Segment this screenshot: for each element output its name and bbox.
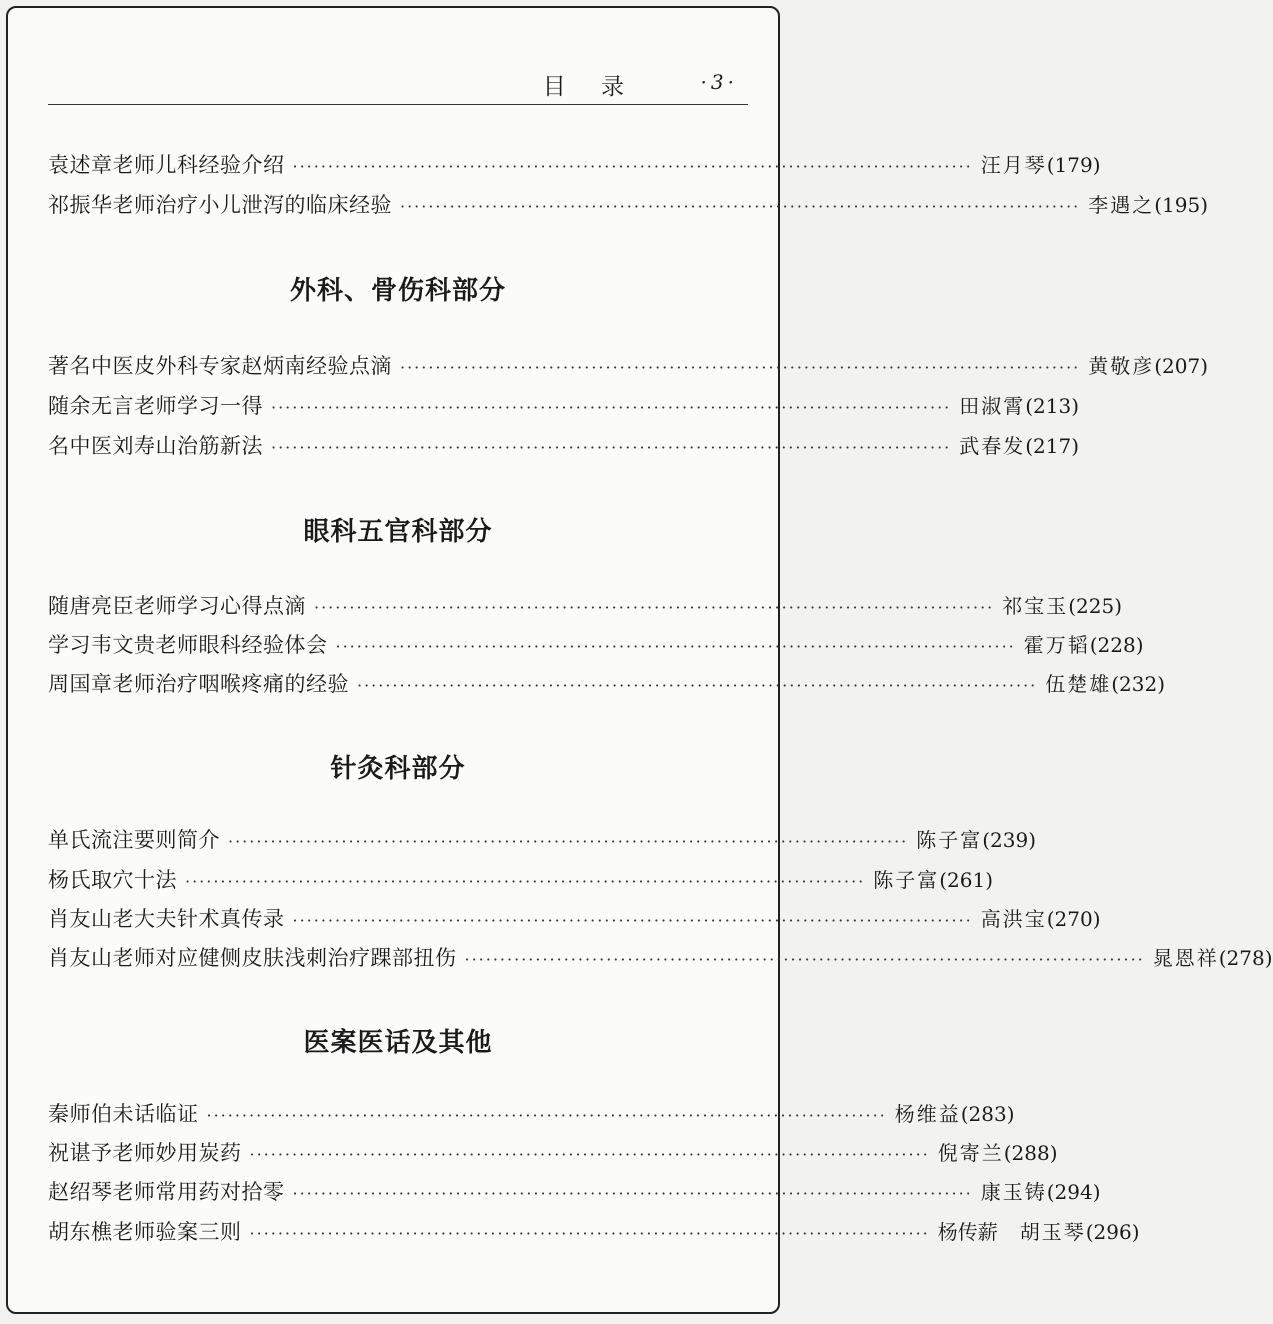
toc-entry[interactable] [48, 904, 1101, 934]
toc-entry[interactable] [48, 391, 1080, 421]
entry-title: 肖友山老师对应健侧皮肤浅刺治疗踝部扭伤 [48, 946, 457, 970]
toc-entry[interactable] [48, 431, 1080, 461]
header-title: 目 录 [542, 74, 638, 100]
dot-leader: ································································································ [357, 676, 1038, 695]
dot-leader: ································································································ [335, 637, 1016, 656]
entry-title: 周国章老师治疗咽喉疼痛的经验 [48, 672, 349, 696]
entry-author: 杨维益 [894, 1102, 961, 1126]
toc-entry[interactable] [48, 1099, 1015, 1129]
entry-title: 著名中医皮外科专家赵炳南经验点滴 [48, 354, 392, 378]
dot-leader: ································································································ [314, 598, 995, 617]
entry-title: 祝谌予老师妙用炭药 [48, 1141, 242, 1165]
toc-entry[interactable] [48, 1217, 1140, 1247]
entry-author: 霍万韬 [1023, 633, 1090, 657]
toc-entry[interactable] [48, 591, 1123, 621]
dot-leader: ································································································ [228, 832, 909, 851]
entry-page: (270) [1046, 907, 1101, 931]
toc-entry[interactable] [48, 190, 1209, 220]
toc-entry[interactable] [48, 943, 1273, 973]
entry-author: 晁恩祥 [1152, 946, 1219, 970]
entry-author: 康玉铸 [980, 1180, 1047, 1204]
dot-leader: ································································································ [249, 1224, 930, 1243]
entry-page: (225) [1068, 594, 1123, 618]
entry-title: 赵绍琴老师常用药对拾零 [48, 1180, 285, 1204]
section-heading: 眼科五官科部分 [303, 517, 493, 547]
entry-author: 伍楚雄 [1045, 672, 1112, 696]
entry-page: (228) [1089, 633, 1144, 657]
dot-leader: ································································································ [292, 1184, 973, 1203]
entry-title: 学习韦文贵老师眼科经验体会 [48, 633, 328, 657]
entry-page: (296) [1085, 1220, 1140, 1244]
entry-title: 杨氏取穴十法 [48, 868, 177, 892]
entry-author: 陈子富 [916, 828, 983, 852]
entry-author: 胡玉琴 [1019, 1220, 1086, 1244]
entry-page: (294) [1046, 1180, 1101, 1204]
section-heading: 医案医话及其他 [303, 1028, 493, 1058]
page-header [48, 68, 748, 100]
dot-leader: ································································································ [292, 911, 973, 930]
entry-page: (261) [939, 868, 994, 892]
entry-coauthor: 杨传薪 [937, 1220, 998, 1244]
header-rule [48, 104, 748, 105]
dot-leader: ································································································ [400, 197, 1081, 216]
entry-page: (239) [982, 828, 1037, 852]
dot-leader: ································································································ [185, 872, 866, 891]
entry-page: (207) [1154, 354, 1209, 378]
entry-title: 随唐亮臣老师学习心得点滴 [48, 594, 306, 618]
entry-title: 名中医刘寿山治筋新法 [48, 434, 263, 458]
dot-leader: ································································································ [271, 438, 952, 457]
dot-leader: ································································································ [464, 950, 1145, 969]
entry-page: (179) [1046, 153, 1101, 177]
toc-entry[interactable] [48, 825, 1037, 855]
entry-author: 李遇之 [1088, 193, 1155, 217]
toc-entry[interactable] [48, 865, 994, 895]
entry-title: 袁述章老师儿科经验介绍 [48, 153, 285, 177]
entry-page: (232) [1111, 672, 1166, 696]
dot-leader: ································································································ [249, 1145, 930, 1164]
entry-title: 单氏流注要则简介 [48, 828, 220, 852]
entry-title: 胡东樵老师验案三则 [48, 1220, 242, 1244]
section-heading: 针灸科部分 [330, 754, 466, 784]
entry-title: 秦师伯未话临证 [48, 1102, 199, 1126]
entry-title: 肖友山老大夫针术真传录 [48, 907, 285, 931]
entry-page: (195) [1154, 193, 1209, 217]
entry-author: 武春发 [959, 434, 1026, 458]
entry-author: 汪月琴 [980, 153, 1047, 177]
header-page-number: ·3· [700, 70, 738, 94]
entry-page: (213) [1025, 394, 1080, 418]
entry-page: (278) [1218, 946, 1273, 970]
toc-entry[interactable] [48, 669, 1166, 699]
entry-title: 祁振华老师治疗小儿泄泻的临床经验 [48, 193, 392, 217]
entry-author: 陈子富 [873, 868, 940, 892]
section-heading: 外科、骨伤科部分 [289, 276, 506, 306]
entry-page: (288) [1003, 1141, 1058, 1165]
toc-entry[interactable] [48, 630, 1144, 660]
entry-author: 倪寄兰 [937, 1141, 1004, 1165]
dot-leader: ································································································ [271, 398, 952, 417]
toc-entry[interactable] [48, 351, 1209, 381]
entry-author: 高洪宝 [980, 907, 1047, 931]
dot-leader: ································································································ [206, 1106, 887, 1125]
entry-page: (217) [1025, 434, 1080, 458]
dot-leader: ································································································ [292, 157, 973, 176]
toc-entry[interactable] [48, 1138, 1058, 1168]
toc-entry[interactable] [48, 1177, 1101, 1207]
dot-leader: ································································································ [400, 358, 1081, 377]
entry-page: (283) [960, 1102, 1015, 1126]
book-page [6, 6, 1273, 1314]
toc-entry[interactable] [48, 150, 1101, 180]
entry-author: 祁宝玉 [1002, 594, 1069, 618]
entry-author: 田淑霄 [959, 394, 1026, 418]
entry-title: 随余无言老师学习一得 [48, 394, 263, 418]
entry-author: 黄敬彦 [1088, 354, 1155, 378]
